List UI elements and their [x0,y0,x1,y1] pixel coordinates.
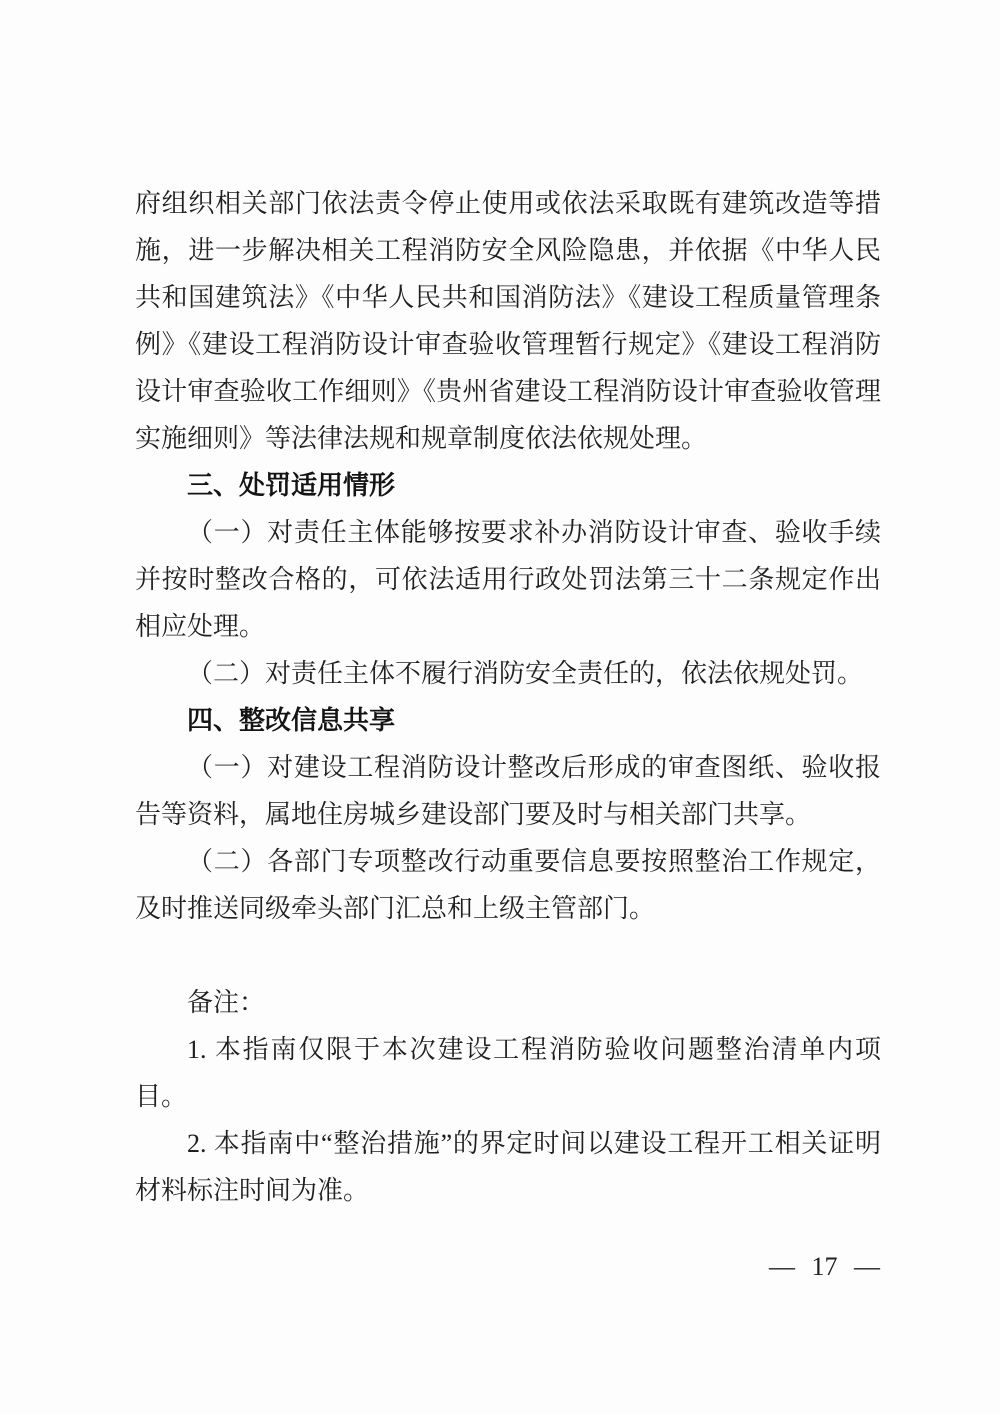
paragraph-continuation: 府组织相关部门依法责令停止使用或依法采取既有建筑改造等措施，进一步解决相关工程消防安全风险隐患，并依据《中华人民共和国建筑法》《中华人民共和国消防法》《建设工程质量管理条例》《建设工程消防设计审查验收管理暂行规定》《建设工程消防设计审查验收工作细则》《贵州省建设工程消防设计审查验收管理实施细则》等法律法规和规章制度依法依规处理。 [135,189,881,453]
section3-item-1: （一）对责任主体能够按要求补办消防设计审查、验收手续并按时整改合格的，可依法适用行政处罚法第三十二条规定作出相应处理。 [135,518,881,641]
section4-item-1: （一）对建设工程消防设计整改后形成的审查图纸、验收报告等资料，属地住房城乡建设部门要及时与相关部门共享。 [135,753,881,829]
document-body [135,180,881,1214]
section4-item-2: （二）各部门专项整改行动重要信息要按照整治工作规定，及时推送同级牵头部门汇总和上级主管部门。 [135,847,881,923]
note-item-1: 1. 本指南仅限于本次建设工程消防验收问题整治清单内项目。 [135,1035,881,1111]
section-heading-rectification-info-sharing: 四、整改信息共享 [187,705,396,735]
section-heading-penalty-situations: 三、处罚适用情形 [187,470,396,500]
notes-label: 备注： [187,988,266,1017]
page-number: — 17 — [769,1252,880,1281]
note-item-2: 2. 本指南中“整治措施”的界定时间以建设工程开工相关证明材料标注时间为准。 [135,1129,881,1205]
section3-item-2: （二）对责任主体不履行消防安全责任的，依法依规处罚。 [187,659,864,688]
